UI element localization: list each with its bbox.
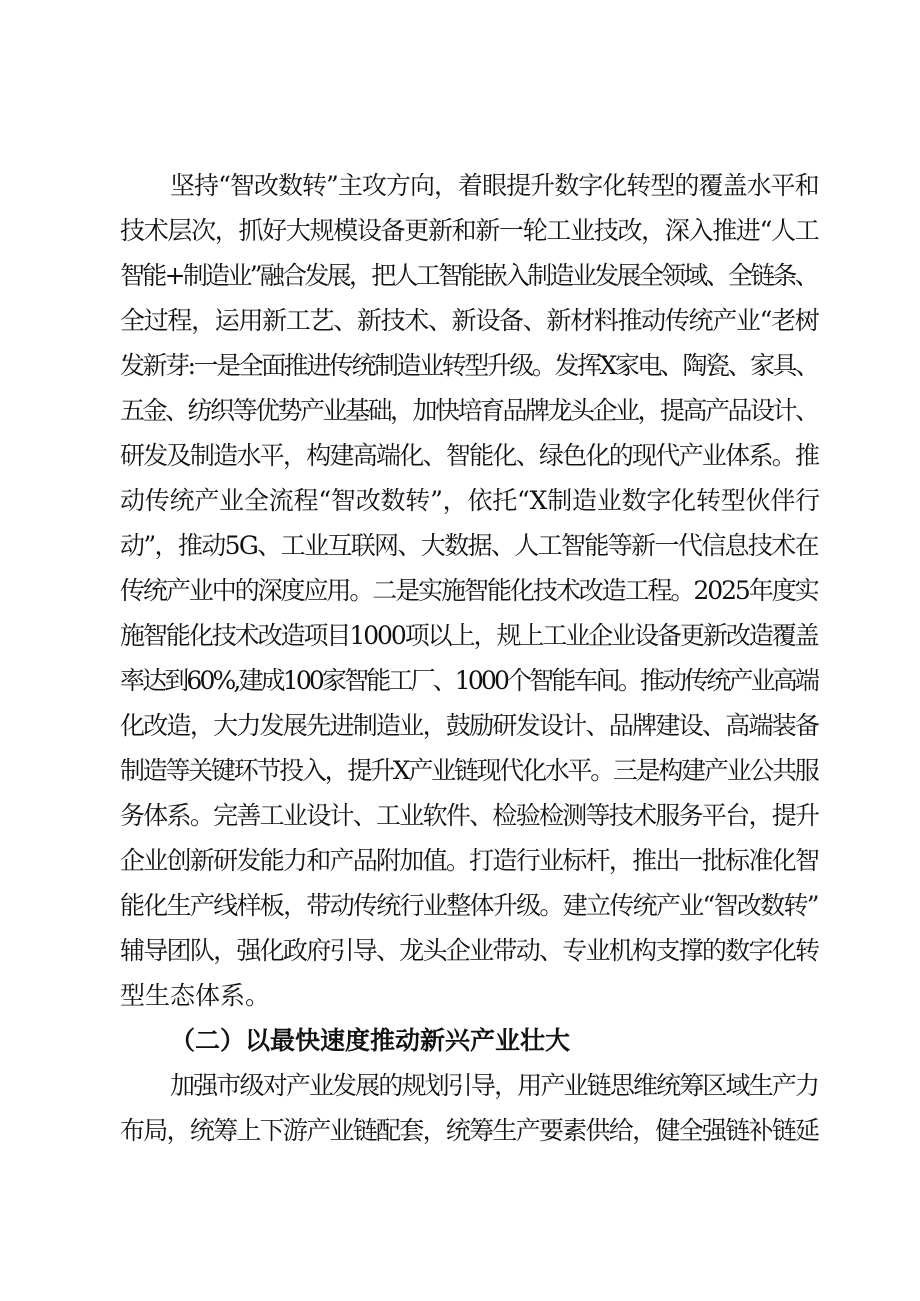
- paragraph-line: 加强市级对产业发展的规划引导，用产业链思维统筹区域生产力: [170, 1071, 819, 1100]
- paragraph-line: 制造等关键环节投入，提升X产业链现代化水平。三是构建产业公共服: [120, 756, 818, 785]
- paragraph-line: 智能+制造业”融合发展，把人工智能嵌入制造业发展全领域、全链条、: [120, 261, 818, 290]
- paragraph-line: 动传统产业全流程“智改数转”，依托“X制造业数字化转型伙伴行: [120, 486, 820, 515]
- paragraph-line: 率达到60%,建成100家智能工厂、1000个智能车间。推动传统产业高端: [120, 666, 817, 695]
- paragraph-line: 研发及制造水平，构建高端化、智能化、绿色化的现代产业体系。推: [120, 441, 819, 470]
- paragraph-line: 发新芽:一是全面推进传统制造业转型升级。发挥X家电、陶瓷、家具、: [120, 351, 818, 380]
- paragraph-line: 务体系。完善工业设计、工业软件、检验检测等技术服务平台，提升: [120, 801, 819, 830]
- paragraph-line: 型生态体系。: [120, 981, 271, 1010]
- paragraph-line: 辅导团队，强化政府引导、龙头企业带动、专业机构支撑的数字化转: [120, 936, 819, 965]
- paragraph-line: 技术层次，抓好大规模设备更新和新一轮工业技改，深入推进“人工: [120, 216, 819, 245]
- paragraph-line: 施智能化技术改造项目1000项以上，规上工业企业设备更新改造覆盖: [120, 621, 818, 650]
- paragraph-line: 动”，推动5G、工业互联网、大数据、人工智能等新一代信息技术在: [120, 531, 819, 560]
- paragraph-line: 布局，统筹上下游产业链配套，统筹生产要素供给，健全强链补链延: [120, 1116, 819, 1145]
- section-heading: （二）以最快速度推动新兴产业壮大: [170, 1026, 571, 1055]
- paragraph-line: 坚持“智改数转”主攻方向，着眼提升数字化转型的覆盖水平和: [170, 171, 819, 200]
- paragraph-line: 能化生产线样板，带动传统行业整体升级。建立传统产业“智改数转”: [120, 891, 818, 920]
- paragraph-line: 全过程，运用新工艺、新技术、新设备、新材料推动传统产业“老树: [120, 306, 819, 335]
- paragraph-line: 传统产业中的深度应用。二是实施智能化技术改造工程。2025年度实: [120, 576, 818, 605]
- paragraph-line: 企业创新研发能力和产品附加值。打造行业标杆，推出一批标准化智: [120, 846, 819, 875]
- paragraph-line: 化改造，大力发展先进制造业，鼓励研发设计、品牌建设、高端装备: [120, 711, 819, 740]
- paragraph-line: 五金、纺织等优势产业基础，加快培育品牌龙头企业，提高产品设计、: [120, 396, 818, 425]
